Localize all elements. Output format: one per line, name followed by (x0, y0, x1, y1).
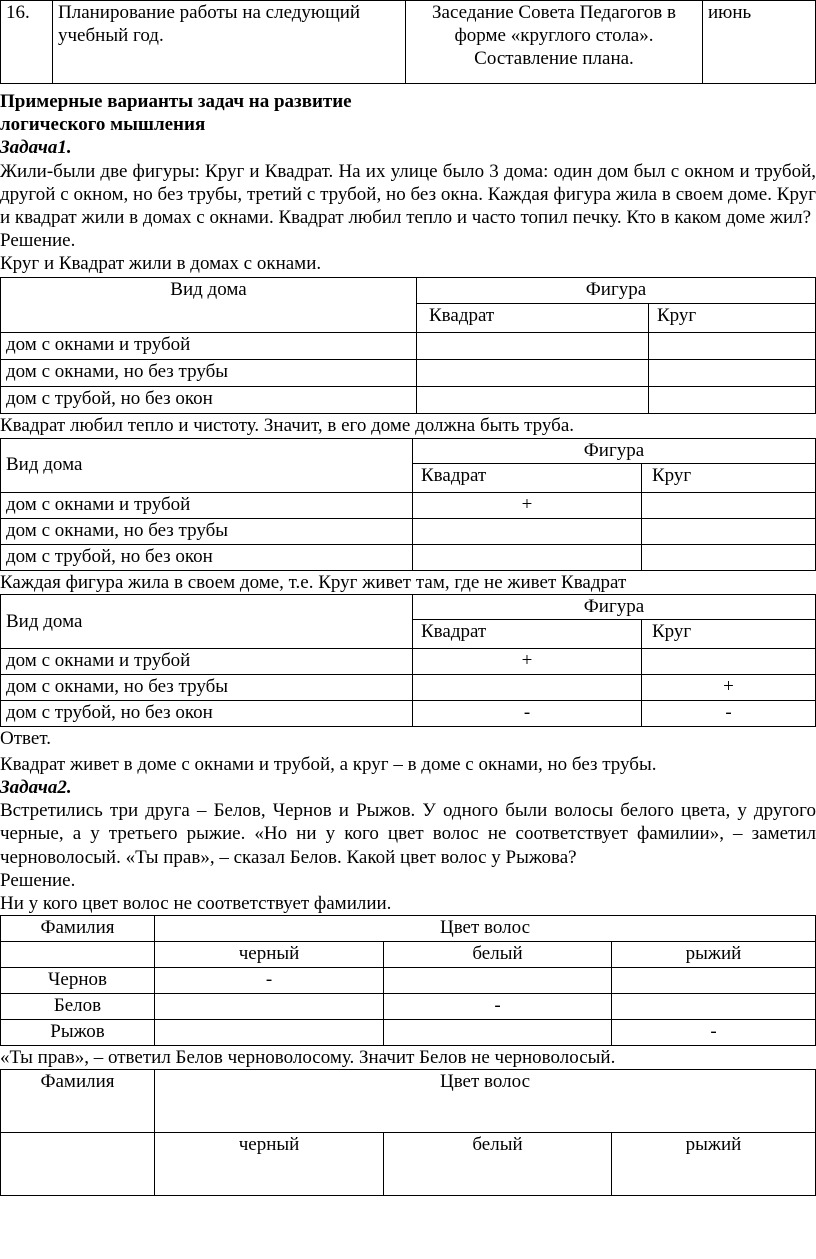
section-heading: Примерные варианты задач на развитие логического мышления (0, 91, 352, 136)
table-row (1, 968, 816, 994)
col-house-header: Вид дома (1, 278, 417, 333)
mark-cell (413, 544, 642, 570)
col-color-header: Цвет волос (155, 1070, 816, 1133)
mark-cell (413, 674, 642, 700)
mark-cell (642, 648, 816, 674)
task2-step2: «Ты прав», – ответил Белов черноволосому. Значит Белов не черноволосый. (0, 1047, 616, 1069)
mark-cell: - (384, 994, 612, 1020)
mark-cell (642, 518, 816, 544)
mark-cell (642, 544, 816, 570)
col-circle-header: Круг (642, 463, 816, 492)
col-red-header: рыжий (612, 942, 816, 968)
mark-cell (384, 968, 612, 994)
mark-cell: + (413, 492, 642, 518)
house-label: дом с окнами и трубой (1, 492, 413, 518)
row-number: 16. (1, 1, 53, 84)
task1-solution-label: Решение. (0, 230, 76, 252)
task1-title: Задача1. (0, 137, 72, 159)
table-row (1, 544, 816, 570)
col-color-header: Цвет волос (155, 916, 816, 942)
table-row (1, 700, 816, 726)
table-row (1, 648, 816, 674)
mark-cell (384, 1020, 612, 1046)
mark-cell: - (612, 1020, 816, 1046)
house-label: дом с окнами, но без трубы (1, 360, 417, 387)
surname-cell: Чернов (1, 968, 155, 994)
col-surname-header: Фамилия (1, 916, 155, 942)
table-row (1, 518, 816, 544)
table-row (1, 1, 816, 84)
col-house-header: Вид дома (1, 438, 413, 492)
month-cell: июнь (703, 1, 816, 84)
col-figure-header: Фигура (413, 594, 816, 619)
table-cell (649, 387, 816, 414)
table-cell (649, 333, 816, 360)
col-circle-header: Круг (649, 304, 816, 333)
house-label: дом с трубой, но без окон (1, 387, 417, 414)
table-cell (417, 360, 649, 387)
surname-cell: Рыжов (1, 1020, 155, 1046)
hair-table-1 (0, 915, 816, 1046)
mark-cell: - (155, 968, 384, 994)
house-label: дом с окнами, но без трубы (1, 674, 413, 700)
col-black-header: черный (155, 942, 384, 968)
col-white-header: белый (384, 942, 612, 968)
table-row (1, 994, 816, 1020)
table-row (1, 1020, 816, 1046)
house-label: дом с окнами, но без трубы (1, 518, 413, 544)
task2-step1: Ни у кого цвет волос не соответствует фамилии. (0, 892, 392, 914)
col-surname-header: Фамилия (1, 1070, 155, 1133)
mark-cell (155, 994, 384, 1020)
col-figure-header: Фигура (417, 278, 816, 304)
col-figure-header: Фигура (413, 438, 816, 463)
mark-cell: + (642, 674, 816, 700)
task1-answer: Квадрат живет в доме с окнами и трубой, а круг – в доме с окнами, но без трубы. (0, 753, 657, 775)
col-square-header: Квадрат (413, 619, 642, 648)
table-cell (1, 942, 155, 968)
task2-title: Задача2. (0, 777, 72, 799)
table-row (1, 674, 816, 700)
task1-step1: Круг и Квадрат жили в домах с окнами. (0, 253, 322, 275)
house-label: дом с трубой, но без окон (1, 700, 413, 726)
table-row (1, 492, 816, 518)
task1-step3: Каждая фигура жила в своем доме, т.е. Круг живет там, где не живет Квадрат (0, 571, 627, 593)
house-label: дом с окнами и трубой (1, 333, 417, 360)
houses-table-3 (0, 594, 816, 727)
col-red-header: рыжий (612, 1133, 816, 1196)
task1-text: Жили-были две фигуры: Круг и Квадрат. На их улице было 3 дома: один дом был с окном и трубой, другой с окном, но без трубы, третий с трубой, но без окна. Каждая фигура жила в своем доме. Круг и квадрат жили в домах с окнами. Квадрат любил тепло и часто топил печку. Кто в каком доме жил? (0, 160, 816, 228)
mark-cell (155, 1020, 384, 1046)
form-cell: Заседание Совета Педагогов в форме «круглого стола». Составление плана. (406, 1, 703, 84)
mark-cell (612, 968, 816, 994)
mark-cell (612, 994, 816, 1020)
houses-table-1 (0, 277, 816, 414)
plan-table (0, 0, 816, 84)
surname-cell: Белов (1, 994, 155, 1020)
task1-step2: Квадрат любил тепло и чистоту. Значит, в его доме должна быть труба. (0, 415, 574, 437)
plan-cell: Планирование работы на следующий учебный год. (53, 1, 406, 84)
house-label: дом с окнами и трубой (1, 648, 413, 674)
col-black-header: черный (155, 1133, 384, 1196)
mark-cell: - (642, 700, 816, 726)
task2-text: Встретились три друга – Белов, Чернов и Рыжов. У одного были волосы белого цвета, у другого черные, а у третьего рыжие. «Но ни у кого цвет волос не соответствует фамилии», – заметил черноволосый. «Ты прав», – сказал Белов. Какой цвет волос у Рыжова? (0, 800, 816, 868)
col-house-header: Вид дома (1, 594, 413, 648)
col-circle-header: Круг (642, 619, 816, 648)
table-cell (1, 1133, 155, 1196)
col-square-header: Квадрат (417, 304, 649, 333)
table-cell (649, 360, 816, 387)
mark-cell (413, 518, 642, 544)
houses-table-2 (0, 438, 816, 571)
table-row (1, 333, 816, 360)
hair-table-2 (0, 1069, 816, 1196)
table-cell (417, 387, 649, 414)
task1-answer-label: Ответ. (0, 727, 51, 749)
task2-solution-label: Решение. (0, 869, 76, 891)
house-label: дом с трубой, но без окон (1, 544, 413, 570)
col-white-header: белый (384, 1133, 612, 1196)
table-row (1, 387, 816, 414)
table-row (1, 360, 816, 387)
mark-cell (642, 492, 816, 518)
table-cell (417, 333, 649, 360)
mark-cell: + (413, 648, 642, 674)
mark-cell: - (413, 700, 642, 726)
col-square-header: Квадрат (413, 463, 642, 492)
